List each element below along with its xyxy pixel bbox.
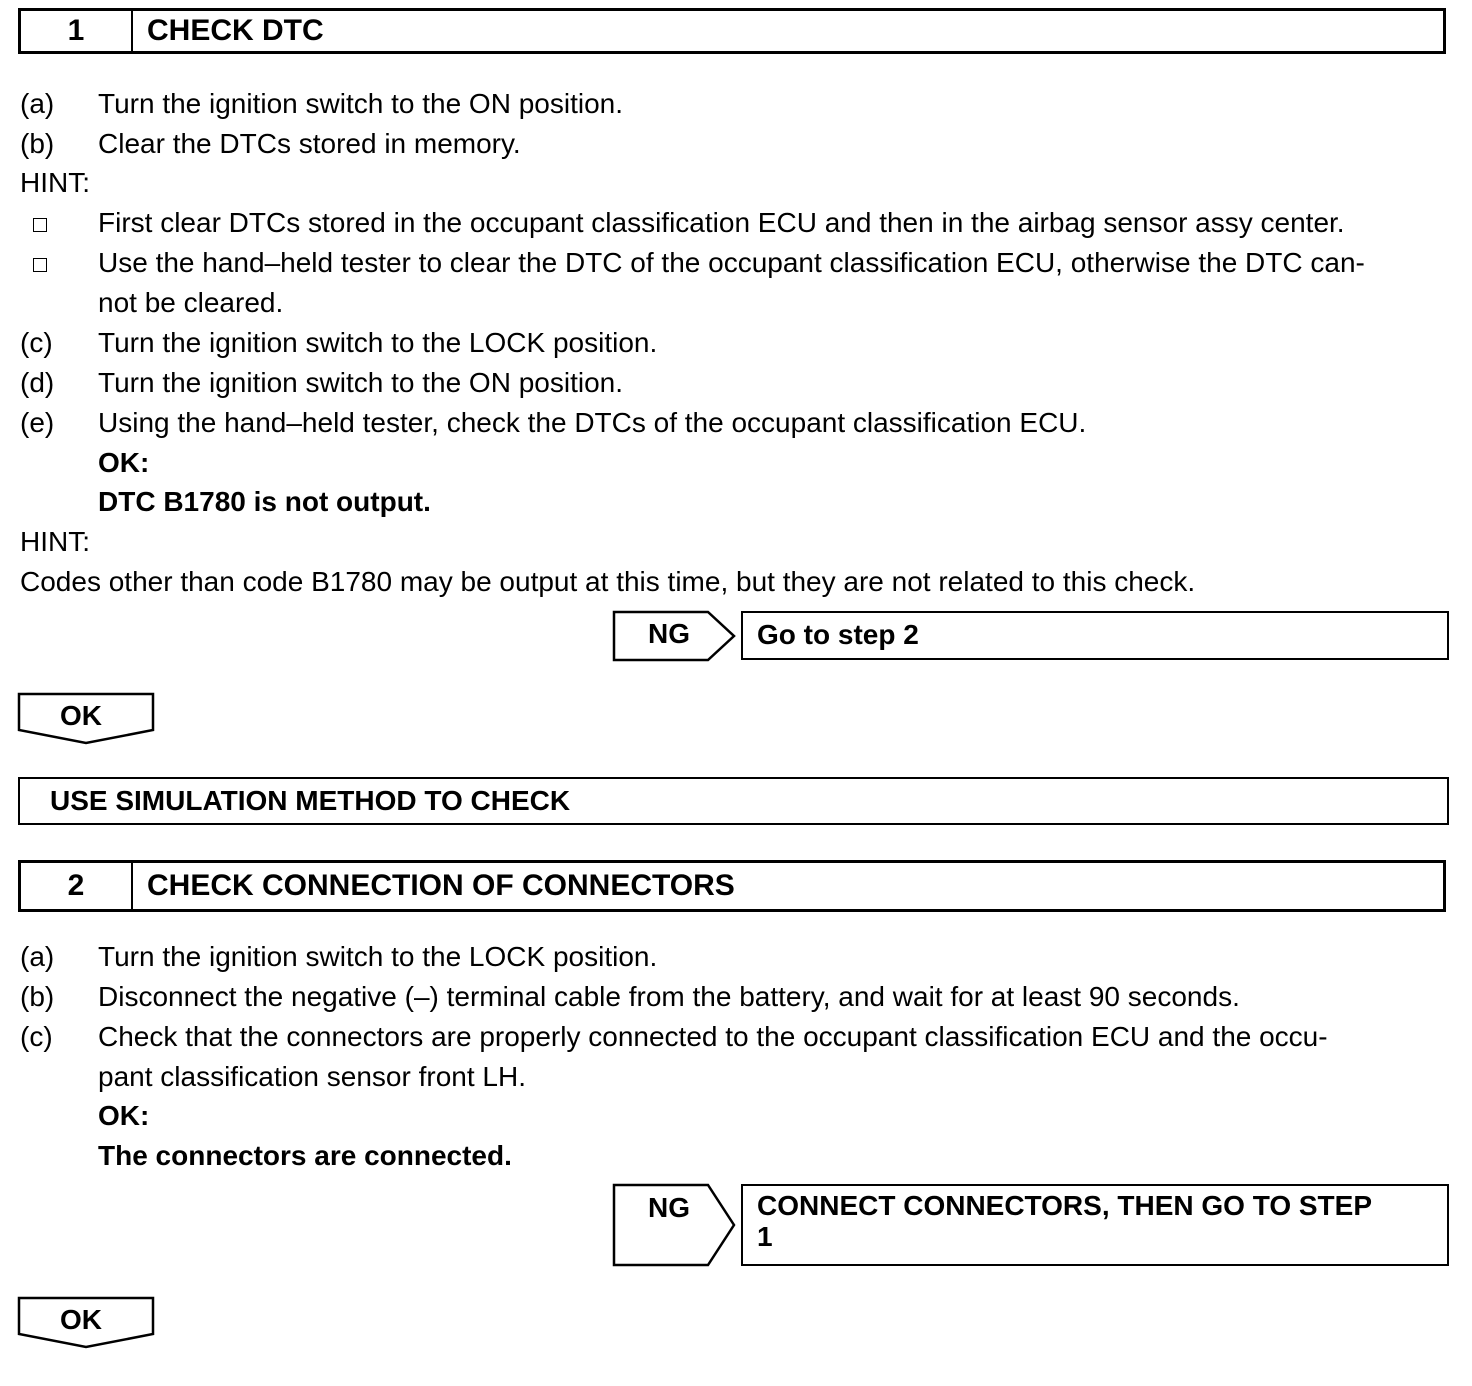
hint-bullet-2: Use the hand–held tester to clear the DTC of the occupant classification ECU, otherwise the DTC can- [98, 247, 1365, 278]
ok-label: OK [60, 1304, 102, 1335]
item-label: (b) [20, 128, 55, 159]
ng-action-box [741, 1184, 1449, 1266]
ng-label: NG [648, 618, 690, 649]
ng-action-text: Go to step 2 [757, 619, 919, 650]
item-text: Disconnect the negative (–) terminal cable from the battery, and wait for at least 90 seconds. [98, 981, 1240, 1012]
item-text: Clear the DTCs stored in memory. [98, 128, 521, 159]
step-1-hint-2-label: HINT: [20, 526, 90, 557]
ng-label: NG [648, 1192, 690, 1223]
ng-action-box [741, 611, 1449, 660]
item-label: (a) [20, 88, 55, 119]
ok-label: OK [60, 700, 102, 731]
hint-bullet-2-cont: not be cleared. [98, 287, 284, 318]
item-text: Turn the ignition switch to the ON position. [98, 88, 623, 119]
hint-bullet-1: First clear DTCs stored in the occupant classification ECU and then in the airbag sensor assy center. [98, 207, 1345, 238]
step-2-ok-heading: OK: [98, 1100, 150, 1131]
step-2-header [18, 860, 1446, 912]
item-label: (e) [20, 407, 55, 438]
step-1-hint-1-label: HINT: [20, 167, 90, 198]
step-2-title: CHECK CONNECTION OF CONNECTORS [147, 869, 735, 902]
step-1-title: CHECK DTC [147, 14, 324, 47]
item-label: (c) [20, 327, 53, 358]
item-label: (a) [20, 941, 55, 972]
checkbox-bullet-icon [33, 258, 47, 272]
ng-action-text-line-1: CONNECT CONNECTORS, THEN GO TO STEP [757, 1190, 1373, 1221]
step-1-number: 1 [21, 11, 133, 51]
simulation-method-text: USE SIMULATION METHOD TO CHECK [50, 785, 571, 816]
step-1-header [18, 8, 1446, 54]
item-label: (b) [20, 981, 55, 1012]
simulation-method-box [18, 777, 1449, 825]
step-2-ok-condition: The connectors are connected. [98, 1140, 512, 1171]
step-1-ok-heading: OK: [98, 447, 150, 478]
item-label: (c) [20, 1021, 53, 1052]
step-1-hint-2-text: Codes other than code B1780 may be output at this time, but they are not related to this check. [20, 566, 1196, 597]
item-text: Turn the ignition switch to the ON position. [98, 367, 623, 398]
checkbox-bullet-icon [33, 218, 47, 232]
item-label: (d) [20, 367, 55, 398]
step-2-number: 2 [21, 863, 133, 909]
item-text: Using the hand–held tester, check the DTCs of the occupant classification ECU. [98, 407, 1087, 438]
item-text: Check that the connectors are properly connected to the occupant classification ECU and the occu- [98, 1021, 1328, 1052]
ng-action-text-line-2: 1 [757, 1221, 773, 1252]
item-text: Turn the ignition switch to the LOCK position. [98, 327, 658, 358]
step-1-ok-condition: DTC B1780 is not output. [98, 486, 431, 517]
step-2-item-c-cont: pant classification sensor front LH. [98, 1061, 526, 1092]
item-text: Turn the ignition switch to the LOCK position. [98, 941, 658, 972]
